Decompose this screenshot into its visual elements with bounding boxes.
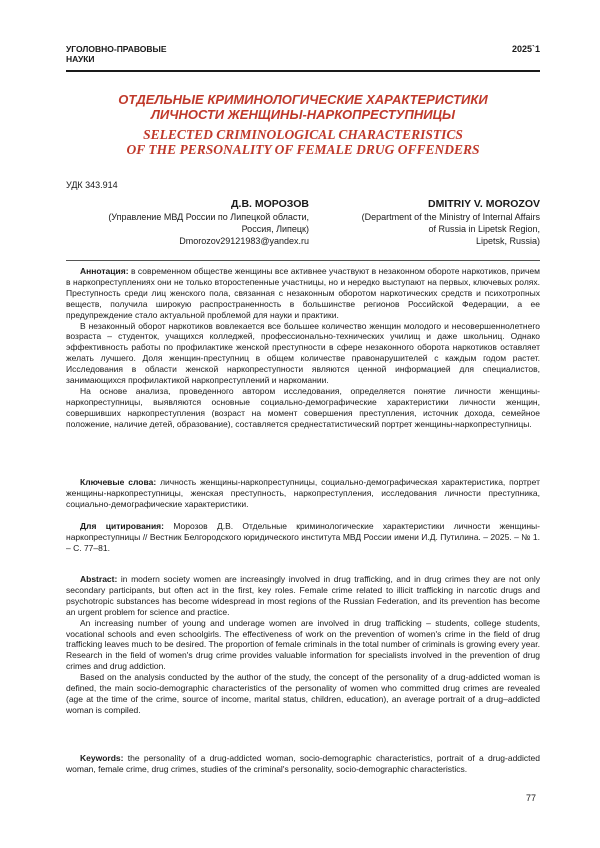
running-header [66, 44, 540, 70]
abstract-paragraph-1 [66, 574, 540, 618]
keywords-russian-block [66, 477, 540, 510]
udc-code: УДК 343.914 [66, 180, 118, 190]
title-english [66, 127, 540, 157]
annotation-paragraph-2: В незаконный оборот наркотиков вовлекается все большее количество женщин молодого и несовершеннолетнего возраста – студенток, учащихся колледжей, профессионально-технических училищ и даже школьниц. Однако эффективность работы по профилактике женской преступности в сфере незаконного оборота наркотиков оставляет желать лучшего. Доля женщин-преступниц в общем количестве правонарушителей с каждым годом растет. Исследования в области женской наркопреступности являются ценной информацией для специалистов, занимающихся профилактикой наркопреступлений и наркомании. [66, 320, 540, 386]
page-number: 77 [526, 793, 537, 803]
issue-number: 2025`1 [511, 44, 540, 54]
author-affiliation-line2: Россия, Липецк) [241, 224, 309, 234]
title-english-line2: OF THE PERSONALITY OF FEMALE DRUG OFFENDERS [126, 142, 480, 157]
citation-label: Для цитирования: [80, 521, 164, 531]
author-affiliation-en-line1: (Department of the Ministry of Internal Affairs [361, 212, 540, 222]
annotation-label: Аннотация: [80, 266, 129, 276]
journal-section-line2: НАУКИ [66, 54, 95, 64]
author-affiliation-line1: (Управление МВД России по Липецкой области, [108, 212, 309, 222]
divider-top [66, 260, 540, 261]
author-email[interactable]: Dmorozov29121983@yandex.ru [179, 236, 309, 246]
keywords-english-paragraph [66, 753, 540, 775]
citation-block [66, 521, 540, 554]
keywords-english-text: the personality of a drug-addicted woman, socio-demographic characteristics, portrait of a drug-addicted woman, female crime, drug crimes, studies of the criminal's personality, socio-demographic characteristics. [66, 753, 540, 774]
annotation-paragraph-3: На основе анализа, проведенного автором исследования, определяется понятие личности женщины-наркопреступницы, выявляются основные социально-демографические характеристики личности женщин, совершивших наркопреступления (возраст на момент совершения преступления, источник дохода, семейное положение, наличие детей, образование), составляется среднестатистический портрет женщины-наркопреступницы. [66, 385, 540, 429]
abstract-text-1: in modern society women are increasingly involved in drug trafficking, and in drug crimes they are not only secondary participants, but often act in the first, key roles. Female crime related to illicit trafficking in narcotic drugs and psychotropic substances has become widespread in most regions of the Russian Federation, and its prevention has become an urgent problem for science and practice. [66, 574, 540, 617]
author-name-russian: Д.В. МОРОЗОВ [231, 198, 309, 210]
keywords-russian-paragraph [66, 477, 540, 510]
citation-text: Морозов Д.В. Отдельные криминологические характеристики личности женщины-наркопреступницы // Вестник Белгородского юридического института МВД России имени И.Д. Путилина. – 2025. – № 1. – С. 77–81. [66, 521, 540, 553]
journal-section [66, 44, 167, 64]
author-name-english: DMITRIY V. MOROZOV [427, 198, 540, 210]
abstract-label: Abstract: [80, 574, 118, 584]
abstract-paragraph-3: Based on the analysis conducted by the author of the study, the concept of the personality of a drug-addicted woman is defined, the main socio-demographic characteristics of the personality of women who committed drug crimes are revealed (age at the time of the crime, source of income, marital status, children, education), an average portrait of a drug–addicted woman is compiled. [66, 672, 540, 715]
header-rule [66, 70, 540, 72]
keywords-english-label: Keywords: [80, 753, 124, 763]
author-affiliation-en-line2: of Russia in Lipetsk Region, [428, 224, 540, 234]
title-russian-line1: ОТДЕЛЬНЫЕ КРИМИНОЛОГИЧЕСКИЕ ХАРАКТЕРИСТИКИ [118, 92, 488, 107]
author-block-russian [66, 198, 309, 247]
journal-section-line1: УГОЛОВНО-ПРАВОВЫЕ [66, 44, 167, 54]
annotation-paragraph-1 [66, 266, 540, 321]
title-english-line1: SELECTED CRIMINOLOGICAL CHARACTERISTICS [143, 127, 463, 142]
title-russian [66, 92, 540, 122]
title-russian-line2: ЛИЧНОСТИ ЖЕНЩИНЫ-НАРКОПРЕСТУПНИЦЫ [150, 107, 456, 122]
annotation-block [66, 266, 540, 430]
author-affiliation-en-line3: Lipetsk, Russia) [475, 236, 540, 246]
keywords-russian-label: Ключевые слова: [80, 477, 157, 487]
abstract-paragraph-2: An increasing number of young and underage women are involved in drug trafficking – students, college students, vocational schools and even schoolgirls. The effectiveness of work on the prevention of women's crime in the field of drug trafficking leaves much to be desired. The proportion of female criminals in the total number of criminals is growing every year. Research in the field of women's drug crime provides valuable information for specialists involved in the prevention of drug crimes and drug addiction. [66, 617, 540, 672]
author-block-english [325, 198, 540, 247]
keywords-english-block [66, 753, 540, 775]
keywords-russian-text: личность женщины-наркопреступницы, социально-демографическая характеристика, портрет женщины-наркопреступницы, женская преступность, наркопреступления, исследования личности преступника, социально-демографические характеристики. [66, 477, 540, 509]
annotation-text-1: в современном обществе женщины все активнее участвуют в незаконном обороте наркотиков, причем в наркопреступлениях они не только второстепенные участницы, но и нередко выступают на первых, ключевых ролях. Преступность среди лиц женского пола, связанная с незаконным оборотом наркотических средств и психотропных веществ, получила широкую распространенность в большинстве регионов Российской Федерации, а ее предупреждение стало актуальной проблемой для науки и практики. [66, 266, 540, 320]
citation-paragraph [66, 521, 540, 554]
abstract-block [66, 574, 540, 716]
